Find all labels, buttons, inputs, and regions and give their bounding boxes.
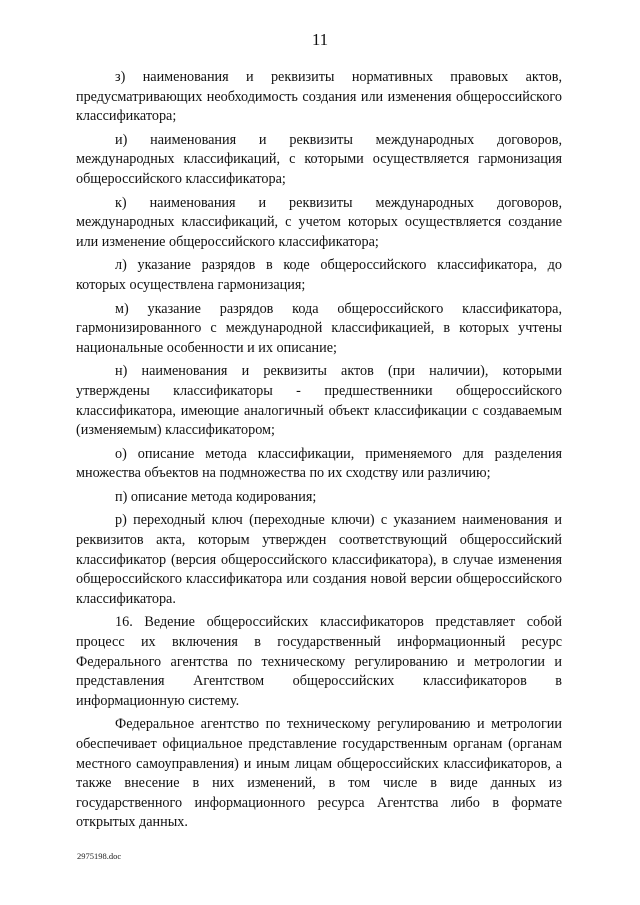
page-number: 11 [311,30,329,49]
paragraph-agency: Федеральное агентство по техническому регулированию и метрологии обеспечивает официальное представление государственным органам (органам местного самоуправления) и иным лицам общероссийских классификаторов, а также внесение в них изменений, в том числе в виде данных из государственного информационного ресурса Агентства либо в формате открытых данных. [76,716,562,831]
paragraph-k: к) наименования и реквизиты международных договоров, международных классификаций, с учетом которых осуществляется создание или изменение общероссийского классификатора; [76,194,562,250]
paragraph-z: з) наименования и реквизиты нормативных правовых актов, предусматривающих необходимость создания или изменения общероссийского классификатора; [76,69,562,125]
paragraph-i: и) наименования и реквизиты международных договоров, международных классификаций, с которыми осуществляется гармонизация общероссийского классификатора; [76,131,562,187]
paragraph-r: р) переходный ключ (переходные ключи) с указанием наименования и реквизитов акта, которым утвержден соответствующий общероссийский классификатор (версия общероссийского классификатора), в случае изменения общероссийского классификатора или создания новой версии общероссийского классификатора. [76,512,562,607]
document-body [76,68,562,837]
paragraph-m: м) указание разрядов кода общероссийского классификатора, гармонизированного с международной классификацией, в которых учтены национальные особенности и их описание; [76,300,562,356]
paragraph-16: 16. Ведение общероссийских классификаторов представляет собой процесс их включения в государственный информационный ресурс Федерального агентства по техническому регулированию и метрологии и представления Агентством общероссийских классификаторов в информационную систему. [76,614,562,709]
paragraph-p: п) описание метода кодирования; [115,488,317,505]
paragraph-n: н) наименования и реквизиты актов (при наличии), которыми утверждены классификаторы - предшественники общероссийского классификатора, имеющие аналогичный объект классификации с создаваемым (изменяемым) классификатором; [76,363,562,439]
paragraph-l: л) указание разрядов в коде общероссийского классификатора, до которых осуществлена гармонизация; [76,257,562,293]
footer-filename: 2975198.doc [77,851,122,861]
paragraph-o: о) описание метода классификации, применяемого для разделения множества объектов на подмножества по их сходству или различию; [76,445,562,482]
